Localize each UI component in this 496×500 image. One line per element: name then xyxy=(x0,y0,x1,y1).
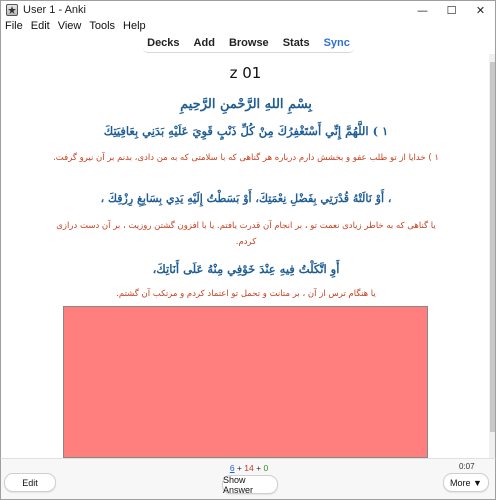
card-front-title: z 01 xyxy=(229,64,262,82)
maximize-button[interactable]: ☐ xyxy=(446,4,457,17)
close-button[interactable]: ✕ xyxy=(475,4,486,17)
menu-edit[interactable]: Edit xyxy=(30,20,50,32)
sync-link[interactable]: Sync xyxy=(323,36,350,49)
persian-line: ١ ) خدایا از تو طلب عفو و بخشش دارم درباره هر گناهی که با سلامتی که به من دادی، بدنم بر آن نیرو گرفت. xyxy=(53,153,439,163)
new-count: 6 xyxy=(229,463,235,473)
window-title-bar xyxy=(0,0,496,19)
arabic-line: ، أَوْ نَالَتْهُ قُدْرَتِي بِفَضْلِ نِعْمَتِكَ، أَوْ بَسَطْتُ إِلَيْهِ يَدِي بِسَابِغِ رِزْقِكَ ، xyxy=(100,192,392,205)
bottom-bar xyxy=(0,458,496,500)
plus-separator: + xyxy=(256,463,262,473)
card-timer: 0:07 xyxy=(459,462,475,471)
scrollbar-thumb[interactable] xyxy=(490,62,495,432)
menu-file[interactable]: File xyxy=(5,20,23,32)
show-answer-button[interactable]: Show Answer xyxy=(222,475,278,494)
arabic-line: أَوِ اتَّكَلْتُ فِيهِ عِنْدَ خَوْفِي مِنْهُ عَلَى أَنَاتِكَ، xyxy=(152,262,340,276)
anki-app-icon xyxy=(6,4,18,16)
minimize-button[interactable]: — xyxy=(417,4,428,17)
menu-help[interactable]: Help xyxy=(123,20,146,32)
card-scrollbar[interactable] xyxy=(489,54,496,458)
browse-link[interactable]: Browse xyxy=(228,36,269,49)
stats-link[interactable]: Stats xyxy=(282,36,310,49)
decks-link[interactable]: Decks xyxy=(147,36,180,49)
more-button[interactable]: More ▼ xyxy=(443,473,489,492)
top-toolbar xyxy=(0,33,496,54)
persian-line: یا هنگام ترس از آن ، بر متانت و تحمل تو اعتماد کردم و مرتکب آن گشتم. xyxy=(116,289,376,299)
menu-tools[interactable]: Tools xyxy=(89,20,116,32)
arabic-line: بِسْمِ اللهِ الرَّحْمنِ الرَّحِيمِ xyxy=(180,97,312,112)
review-count: 0 xyxy=(263,463,269,473)
learning-count: 14 xyxy=(244,463,254,473)
menu-bar xyxy=(0,19,496,33)
add-link[interactable]: Add xyxy=(193,36,215,49)
menu-view[interactable]: View xyxy=(57,20,82,32)
persian-line: یا گناهی که به خاطر زیادی نعمت تو ، بر انجام آن قدرت یافتم. یا با افزون گشتن روزیت ، بر آن دست درازی کردم. xyxy=(56,221,436,247)
arabic-line: ١ ) اللَّهُمَّ إِنِّي أَسْتَغْفِرُكَ مِنْ كُلِّ ذَنْبٍ قَوِيَ عَلَيْهِ بَدَنِي بِعَافِيَتِكَ xyxy=(103,124,389,138)
plus-separator: + xyxy=(236,463,242,473)
pink-image-block xyxy=(63,306,428,458)
window-title: User 1 - Anki xyxy=(23,4,86,16)
card-view xyxy=(0,54,489,458)
edit-button[interactable]: Edit xyxy=(4,473,56,492)
due-counts xyxy=(1,463,496,473)
